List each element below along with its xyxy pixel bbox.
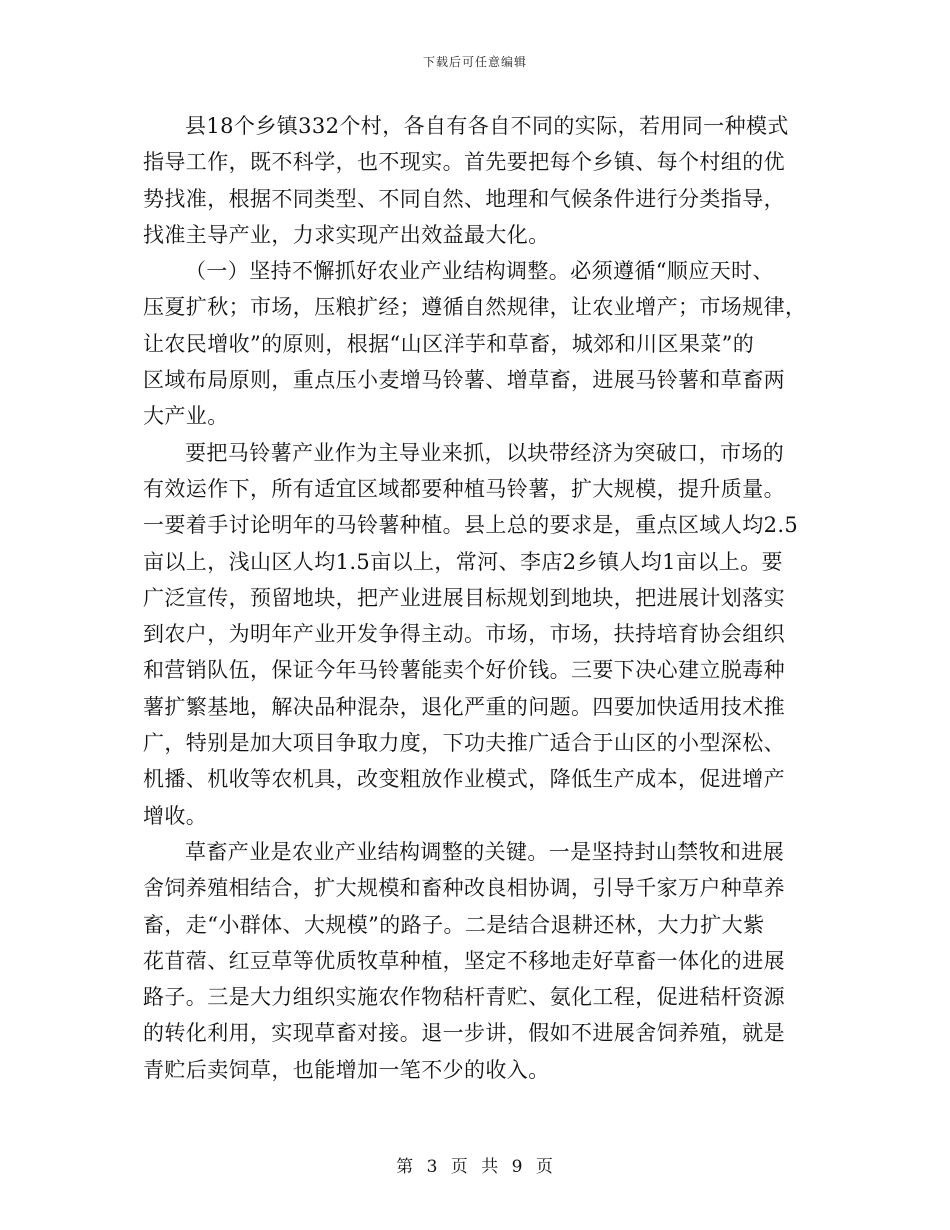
text-line: 的转化利用，实现草畜对接。退一步讲，假如不进展舍饲养殖，就是 <box>143 1021 785 1046</box>
text-line: （一）坚持不懈抓好农业产业结构调整。必须遵循“顺应天时、 <box>185 259 774 284</box>
text-line: 势找准，根据不同类型、不同自然、地理和气候条件进行分类指导， <box>143 186 785 211</box>
text-line: 增收。 <box>143 803 208 828</box>
paragraph <box>143 253 808 434</box>
text-line: 路子。三是大力组织实施农作物秸杆青贮、氨化工程，促进秸杆资源 <box>143 985 785 1010</box>
text-line: 和营销队伍，保证今年马铃薯能卖个好价钱。三要下决心建立脱毒种 <box>143 658 785 683</box>
text-line: 要把马铃薯产业作为主导业来抓，以块带经济为突破口，市场的 <box>185 440 785 465</box>
text-line: 畜，走“小群体、大规模”的路子。二是结合退耕还林，大力扩大紫 <box>143 912 765 937</box>
text-line: 草畜产业是农业产业结构调整的关键。一是坚持封山禁牧和进展 <box>185 839 785 864</box>
paragraph <box>143 435 808 834</box>
text-line: 县18个乡镇332个村，各自有各自不同的实际，若用同一种模式 <box>185 114 789 138</box>
text-line: 青贮后卖饲草，也能增加一笔不少的收入。 <box>143 1057 550 1082</box>
text-line: 找准主导产业，力求实现产出效益最大化。 <box>143 222 550 247</box>
text-line: 花苜蓿、红豆草等优质牧草种植，坚定不移地走好草畜一体化的进展 <box>143 948 785 973</box>
text-line: 舍饲养殖相结合，扩大规模和畜种改良相协调，引导千家万户种草养 <box>143 876 785 901</box>
text-line: 区域布局原则，重点压小麦增马铃薯、增草畜，进展马铃薯和草畜两 <box>143 368 785 393</box>
page-header: 下载后可任意编辑 <box>422 55 527 69</box>
text-line: 有效运作下，所有适宜区域都要种植马铃薯，扩大规模，提升质量。 <box>143 476 785 501</box>
text-line: 一要着手讨论明年的马铃薯种植。县上总的要求是，重点区域人均2.5 <box>143 513 799 538</box>
text-line: 薯扩繁基地，解决品种混杂，退化严重的问题。四要加快适用技术推 <box>143 694 785 719</box>
paragraph <box>143 108 808 253</box>
text-line: 广泛宣传，预留地块，把产业进展目标规划到地块，把进展计划落实 <box>143 585 785 610</box>
text-line: 指导工作，既不科学，也不现实。首先要把每个乡镇、每个村组的优 <box>143 150 785 175</box>
text-line: 压夏扩秋；市场，压粮扩经；遵循自然规律，让农业增产；市场规律， <box>143 295 807 320</box>
text-line: 亩以上，浅山区人均1.5亩以上，常河、李店2乡镇人均1亩以上。要 <box>143 549 783 574</box>
text-line: 让农民增收”的原则，根据“山区洋芋和草畜，城郊和川区果菜”的 <box>143 331 755 356</box>
document-body <box>143 108 808 1088</box>
text-line: 广，特别是加大项目争取力度，下功夫推广适合于山区的小型深松、 <box>143 731 785 756</box>
text-line: 机播、机收等农机具，改变粗放作业模式，降低生产成本，促进增产 <box>143 767 785 792</box>
page-number: 第 3 页 共 9 页 <box>396 1157 554 1177</box>
paragraph <box>143 834 808 1088</box>
text-line: 到农户，为明年产业开发争得主动。市场，市场，扶持培育协会组织 <box>143 622 785 647</box>
text-line: 大产业。 <box>143 404 229 429</box>
